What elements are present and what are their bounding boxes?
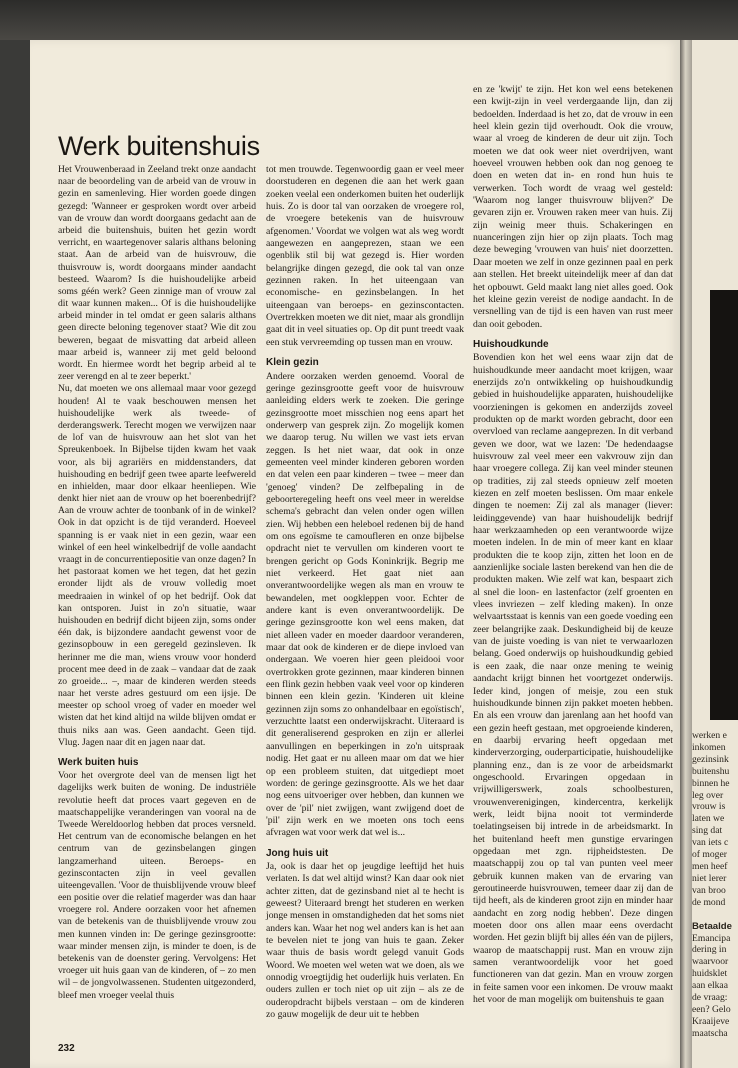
- article-title: Werk buitenshuis: [58, 131, 260, 161]
- adjacent-line: waarvoor: [692, 956, 729, 968]
- paragraph: Het Vrouwenberaad in Zeeland trekt onze aandacht naar de beoordeling van de arbeid van de vrouw in gezin en samenleving. Hier worden goede dingen gezegd: 'Wanneer er gesproken wordt over arbeid van de vrouw dan wordt doorgaans gedacht aan de arbeid die buitenshuis, buiten het gezin wordt verricht, en waartegenover salaris althans beloning staat. Aan de arbeid van de huisvrouw, die thuisvrouw is, wordt doorgaans minder aandacht besteed. Waarom? Is die huishoudelijke arbeid soms géén werk? Geen zinnige man of vrouw zal dit waar kunnen maken... Of is die huishoudelijke arbeid minder in tel omdat er geen salaris althans geen directe beloning tegenover staat? Wie dit zou beweren, begaat de misvatting dat arbeid alleen maar arbeid is, wanneer zij met geld beloond wordt. En hiermee wordt het begrip arbeid al te zeer verengd en al te zeer beperkt.': [58, 164, 256, 383]
- page-number: 232: [58, 1043, 75, 1054]
- adjacent-line: leg over: [692, 789, 724, 801]
- adjacent-line: de vraag:: [692, 992, 728, 1004]
- adjacent-line: laten we: [692, 813, 725, 825]
- adjacent-line: dering in: [692, 944, 727, 956]
- paragraph: Voor het overgrote deel van de mensen ligt het dagelijks werk buiten de woning. De industriële revolutie heeft dat proces vaart gegeven en de maatschappelijke veranderingen van vooral na de Tweede Wereldoorlog hebben dat proces versneld. Het centrum van de economische belangen en het centrum van de gezinsbelangen gingen langzamerhand uiteen. Beroeps- en gezinscontacten zijn in veel gevallen uiteengevallen. 'Voor de thuisblijvende vrouw bleef een positie over die relatief magerder was dan haar vroegere rol. Andere oorzaken voor het afnemen van de betekenis van de thuisblijvende vrouw zou men kunnen vinden in: De geringe gezinsgrootte: waar minder mensen zijn, is minder te doen, is de betekenis van de doenster gering. Vervolgens: Het vroeger uit huis gaan van de kinderen, of – zo men wil – de jongvolwassenen. Studenten uitgezonderd, bleef men vroeger veelal thuis: [58, 770, 256, 1001]
- text-column-2: [266, 164, 464, 1034]
- adjacent-line: Emancipa: [692, 932, 731, 944]
- adjacent-line: inkomen: [692, 741, 726, 753]
- paragraph: Bovendien kon het wel eens waar zijn dat de huishoudkunde meer aandacht moet krijgen, waar enerzijds zo'n ontwikkeling op huishoudkundig gebied in huishoudelijke apparaten, huishoudelijke voorzieningen is gekomen en anderzijds zoveel produkten op de markt worden gebracht, door een overvloed van reclame aangeprezen. In dit verband geven we door, wat we lazen: 'De hedendaagse huisvrouw zal veel meer een vakvrouw zijn dan haar vroegere collega. Zij kan veel minder steunen op tradities, zij zal steeds opnieuw zelf moeten kiezen en zelf moeten beslissen. Om maar enkele dingen te noemen: Zij zal als manager (liever: leidinggevende) van haar huishoudelijk bedrijf haar werkzaamheden op een verantwoorde wijze moeten indelen. In de min of meer kant en klaar produkten die te koop zijn, zitten het loon en de aanzienlijke sociale lasten berekend van hen die de produkten maken. Wie zelf wat kan, bespaart zich al snel die loon- en lastenfactor (zelf groenten en vlees invriezen – zelf kleding maken). In onze welvaartsstaat is kennis van een goede voeding een zeer belangrijke zaak. Deskundigheid bij de keuze van de juiste voeding is van niet te verwaarlozen belang. Goed onderwijs op huishoudkundig gebied is een zaak, die naar onze mening te weinig aandacht krijgt binnen het voortgezet onderwijs. Ieder kind, jongen of meisje, zou een stuk huishoudkunde binnen zijn pakket moeten hebben. En als een vrouw dan jarenlang aan het hoofd van een gezin heeft gestaan, met opgroeiende kinderen, en daarbij ervaring heeft opgedaan met kinderverzorging, ouderparticipatie, huishoudelijke planning enz., dan is ze voor de arbeidsmarkt ongeschoold. Ervaringen opgedaan in vrijwilligerswerk, zoals schoolbesturen, vrouwenverenigingen, kindercentra, kerkelijk werk, leidt bijna nooit tot verminderde toelatingseisen bij intrede in de arbeidsmarkt. In het buitenland heeft men gunstige ervaringen opgedaan met zgn. rijpheidstesten. De maatschappij zou op tal van punten veel meer gebruik kunnen maken van de ervaring van geroutineerde huisvrouwen, temeer daar zij dan de tijd heeft, als de kinderen groot zijn en minder haar aandacht en zorg nodig hebben'. Deze dingen moeten door ons allen maar eens overdacht worden. Het gezin blijft bij alles één van de pijlers, waarop de maatschappij rust. Man en vrouw zijn samen verantwoordelijk voor het goed functioneren van dat gezin. Man en vrouw zorgen in feite samen voor een inkomen. De vrouw maakt het voor de man mogelijk om buitenshuis te gaan: [473, 352, 673, 1006]
- section-heading: Jong huis uit: [266, 847, 329, 859]
- adjacent-line: van iets c: [692, 837, 729, 849]
- adjacent-page: [692, 40, 738, 1068]
- text-column-3: [473, 84, 673, 1034]
- adjacent-heading: Betaalde: [692, 920, 732, 932]
- adjacent-line: men heef: [692, 860, 728, 872]
- adjacent-line: maatscha: [692, 1027, 728, 1039]
- paragraph: en ze 'kwijt' te zijn. Het kon wel eens betekenen een kwijt-zijn in veel verdergaande lijn, dan zij bedoelden. Inderdaad is het zo, dat de vrouw in een heel klein gezin tijd overhoudt. Ook die vrouw, waar al vroeg de kinderen de deur uit zijn. Toch moeten we dat ook weer niet overdrijven, want hoeveel vrouwen hebben ook dan nog genoeg te doen en weten dat in- en rond hun huis te verwerken. Toch wordt de vraag wel gesteld: 'Waarom nog langer thuisvrouw blijven?' De gevaren zijn er. Vrouwen raken meer van huis. Zij zijn weinig meer thuis. Schakeringen en nuanceringen zijn hier op zijn plaats. Toch mag deze beweging 'vrouwen van huis' niet doorzetten. Daar moeten we zelf in onze gezinnen paal en perk aan stellen. Het breekt uiteindelijk meer af dan dat het opbouwt. Geld maakt lang niet alles goed. Ook het kleine gezin vereist de nodige aandacht. In de versnelling van de tijd is een haven van rust meer dan ooit geboden.: [473, 84, 673, 330]
- adjacent-line: binnen he: [692, 777, 730, 789]
- adjacent-line: sing dat: [692, 825, 723, 837]
- adjacent-line: of moger: [692, 849, 727, 861]
- adjacent-line: huidsklet: [692, 968, 728, 980]
- paragraph: Andere oorzaken werden genoemd. Vooral de geringe gezinsgrootte geeft voor de huisvrouw aanleiding elders werk te zoeken. Die geringe gezinsgrootte moet misschien nog eens apart het onderwerp van gesprek zijn. Zo mogelijk komen we daarop terug. Nu willen we vast iets ervan zeggen. Is het niet waar, dat ook in onze gemeenten veel minder kinderen geboren worden en dat velen een paar kinderen – twee – meer dan 'genoeg' vinden? De zelfbepaling in de geboorteregeling heeft ons veel meer in wereldse schema's gebracht dan velen onder ogen willen zien. Wij hebben een heleboel redenen bij de hand om ons egoïsme te camoufleren en onze bijbelse opdracht niet te vervullen om kinderen voort te brengen gericht op Gods Koninkrijk. Begrip me niet verkeerd. Het gaat niet aan onverantwoordelijke wegen als man en vrouw te bewandelen, met oogkleppen voor. Echter de andere kant is even onverantwoordelijk. De geringe gezinsgrootte kon wel eens maken, dat niet alleen vader en moeder daardoor veranderen, maar dat ook de kinderen er de diepe invloed van ondergaan. We voeren hier geen pleidooi voor overtrokken grote gezinnen, maar kinderen binnen een flink gezin hebben vaak veel voor op kinderen binnen een klein gezin. 'Kinderen uit kleine gezinnen zijn soms zo onhandelbaar en egoïstisch', verzuchtte laatst een onderwijskracht. Uiteraard is dit generaliserend gesproken en zijn er allerlei aanvullingen en beperkingen in zo'n uitspraak nodig. Het gaat er nu alleen maar om dat we hier op een probleem stuiten, dat uitgediept moet worden: de geringe gezinsgrootte. Als we het daar nog eens uitvoeriger over hebben, dan kunnen we over de 'pil' niet zwijgen, want zwijgend doet de 'pil' zijn werk en we moeten ons toch eens afvragen wat voor werk dat wel is...: [266, 370, 464, 839]
- paragraph: Nu, dat moeten we ons allemaal maar voor gezegd houden! Al te vaak beschouwen mensen het huishoudelijke werk als tweede- of derderangswerk. Terecht mogen we verwijzen naar de lof van de huisvrouw aan het slot van het Spreukenboek. In Bijbelse tijden kwam het vaak voor, als bij agrariërs en middenstanders, dat huishouding en bedrijf geen twee aparte leefwereld en inhielden, maar door elkaar heenliepen. Wie denkt hier niet aan de vrouw op het boerenbedrijf? Aan de vrouw achter de toonbank of in de winkel? Ook in dat opzicht is de tijd veranderd. Hoeveel spanning is er vaak niet in een gezin, waar een winkel of een heel winkelbedrijf de volle aandacht vraagt in de concurrentiepositie van onze dagen? In het pastoraat komen we het tegen, dat het gezin eronder lijdt als de vrouw volledig moet meedraaien in winkel of op het bedrijf. Ook dat kan ontsporen. Juist in zo'n situatie, waar huishouden en bedrijf dicht bijeen zijn, soms onder één dak, is bijzondere aandacht gewenst voor de gezinsopbouw in een geregeld gezinsleven. Ik herinner me die man, wiens vrouw voor honderd procent mee deed in de zaak – vandaar dat de zaak zo groeide... –, maar de kinderen werden steeds naar het verste adres gestuurd om een ijsje. De meester op school vroeg of vader en moeder wel wisten dat het kind altijd na wilde blijven omdat er thuis niks aan was. Geen aandacht. Geen tijd. Vlug. Jagen naar dit en jagen naar dat.: [58, 383, 256, 748]
- magazine-page: [30, 40, 680, 1068]
- paragraph: Ja, ook is daar het op jeugdige leeftijd het huis verlaten. Is dat wel altijd winst? Kan daar ook niet achter zitten, dat de gezinsband niet al te hecht is geweest? Uiteraard brengt het studeren en werken jonge mensen in omstandigheden dat het soms niet anders kan. Waar het nog wel anders kan is het aan te bevelen niet te jong van huis te gaan. Zeker waar thuis de basis wordt gelegd vanuit Gods Woord. We moeten wel weten wat we doen, als we onnodig vroegtijdig het ouderlijk huis verlaten. En ouders zullen er toch niet op uit zijn – als ze de ouderopdracht bijbels verstaan – om de kinderen zo gauw mogelijk de deur uit te hebben: [266, 860, 464, 1021]
- adjacent-line: vrouw is: [692, 801, 726, 813]
- text-column-1: [58, 164, 256, 1034]
- adjacent-line: niet lerer: [692, 872, 727, 884]
- paragraph: tot men trouwde. Tegenwoordig gaan er veel meer doorstuderen en degenen die aan het werk gaan zoeken veelal een onderkomen buiten het ouderlijk huis. Zo is door tal van oorzaken de vroegere rol, de vroegere betekenis van de huisvrouw afgenomen.' Voordat we volgen wat als weg wordt aangewezen en aangeprezen, staan we een ogenblik stil bij wat gezegd is. Hier worden belangrijke dingen gezegd, die ook tal van onze gezinnen raken. In het uiteengaan van economische- en gezinsbelangen. In het uiteengaan van beroeps- en gezinscontacten. Overtrekken moeten we dit niet, maar als grondlijn gaat dit in veel situaties op. Op dit punt treedt vaak een stuk vervreemding op tussen man en vrouw.: [266, 164, 464, 348]
- book-gutter: [680, 40, 692, 1068]
- photo-fragment: [710, 290, 738, 720]
- section-heading: Klein gezin: [266, 357, 319, 369]
- scan-border: [0, 0, 738, 40]
- adjacent-line: gezinsink: [692, 753, 729, 765]
- adjacent-line: van broo: [692, 884, 726, 896]
- adjacent-line: werken e: [692, 730, 727, 741]
- adjacent-text: [692, 730, 738, 1040]
- adjacent-line: aan elkaa: [692, 980, 728, 992]
- section-heading: Werk buiten huis: [58, 757, 139, 768]
- section-heading: Huishoudkunde: [473, 338, 549, 350]
- adjacent-line: de mond: [692, 896, 726, 908]
- adjacent-line: Kraaijeve: [692, 1015, 730, 1027]
- adjacent-line: buitenshu: [692, 765, 730, 777]
- adjacent-line: een? Gelo: [692, 1003, 731, 1015]
